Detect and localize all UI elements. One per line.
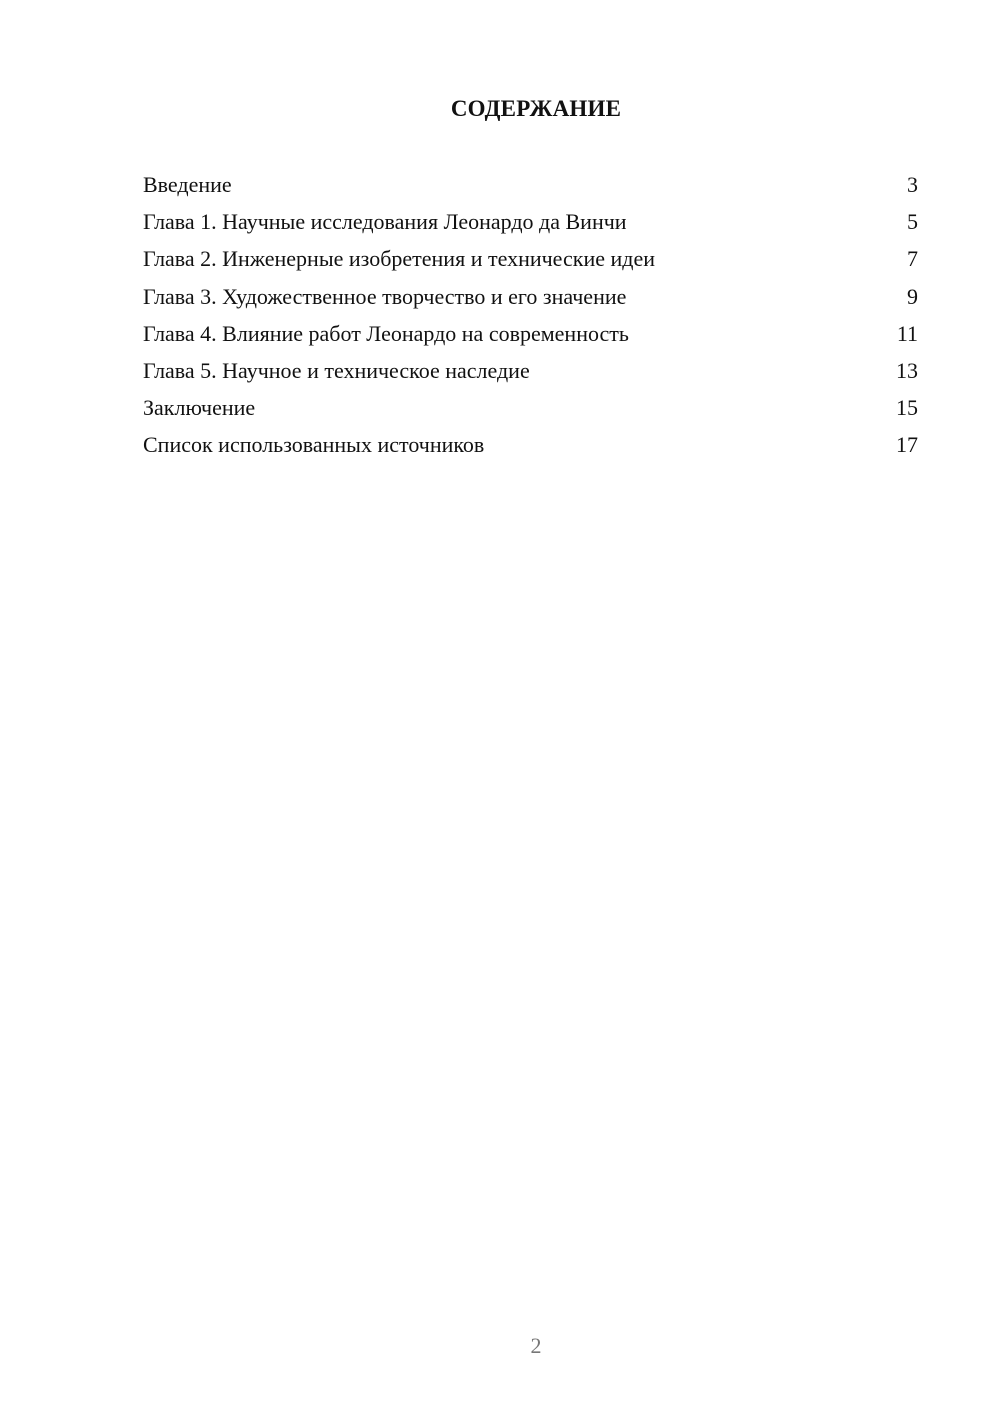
toc-item — [143, 280, 918, 317]
toc-item — [143, 242, 918, 279]
toc-item-label: Глава 4. Влияние работ Леонардо на современность — [143, 320, 629, 346]
toc-item-label: Заключение — [143, 395, 256, 421]
toc-item-label: Список использованных источников — [143, 432, 485, 458]
toc-item-label: Глава 1. Научные исследования Леонардо да Винчи — [143, 209, 627, 235]
toc-item-page: 7 — [907, 246, 918, 272]
table-of-contents — [143, 168, 918, 466]
toc-item-label: Глава 5. Научное и техническое наследие — [143, 357, 530, 383]
toc-item — [143, 391, 918, 428]
toc-item-label: Глава 2. Инженерные изобретения и технические идеи — [143, 246, 655, 272]
toc-item — [143, 205, 918, 242]
toc-item-page: 5 — [907, 209, 918, 235]
toc-item-label: Введение — [143, 172, 232, 197]
toc-item — [143, 317, 918, 354]
toc-item — [143, 428, 918, 465]
toc-item — [143, 354, 918, 391]
toc-item-page: 15 — [896, 395, 918, 421]
toc-item — [143, 168, 918, 205]
page-number: 2 — [530, 1333, 542, 1358]
toc-item-page: 13 — [896, 357, 918, 383]
toc-item-page: 11 — [896, 320, 918, 346]
toc-item-page: 3 — [907, 172, 918, 197]
toc-item-page: 17 — [896, 432, 918, 458]
toc-item-page: 9 — [907, 283, 918, 309]
toc-title: СОДЕРЖАНИЕ — [450, 96, 622, 121]
toc-item-label: Глава 3. Художественное творчество и его значение — [143, 283, 627, 309]
